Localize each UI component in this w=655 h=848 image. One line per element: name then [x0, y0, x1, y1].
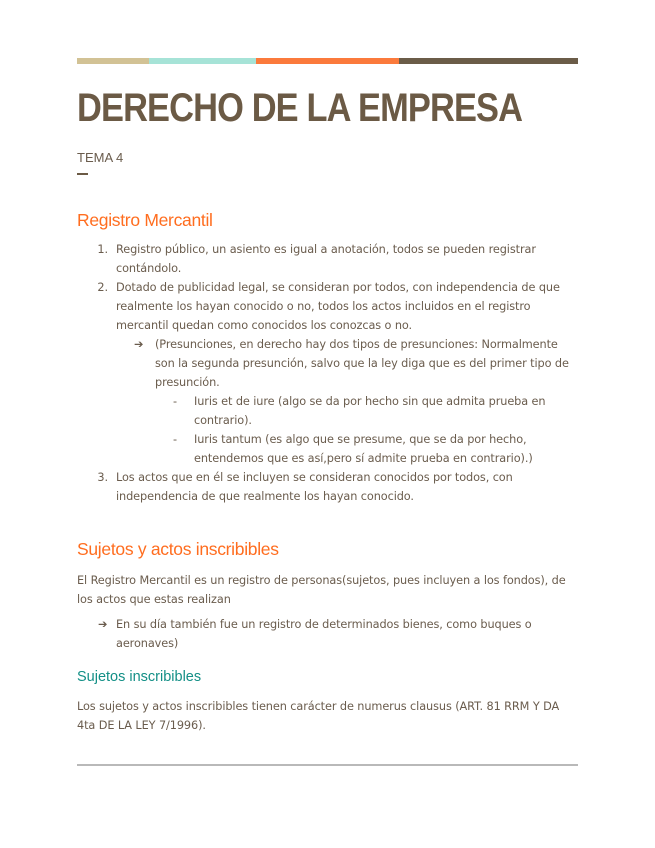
presunciones-dash-list	[173, 392, 578, 468]
color-bar-segment-brown	[399, 58, 578, 64]
section-heading-registro-mercantil: Registro Mercantil	[77, 210, 213, 230]
list-item	[134, 335, 578, 468]
list-item-text: Registro público, un asiento es igual a anotación, todos se pueden registrar contándolo.	[116, 243, 536, 275]
list-item-text: En su día también fue un registro de determinados bienes, como buques o aeronaves)	[116, 618, 532, 650]
document-subtitle: TEMA 4	[77, 150, 124, 165]
registro-numbered-list	[77, 240, 578, 506]
color-bar-segment-tan	[77, 58, 149, 64]
arrow-bullet-icon: ➔	[134, 338, 144, 351]
document-page	[77, 58, 578, 735]
bottom-divider	[77, 764, 578, 766]
list-item	[173, 430, 578, 468]
sujetos-arrow-list	[98, 615, 578, 653]
presunciones-arrow-list	[134, 335, 578, 468]
header-color-bar	[77, 58, 578, 64]
list-item-text: (Presunciones, en derecho hay dos tipos de presunciones: Normalmente son la segunda presunción, salvo que la ley diga que es del primer tipo de presunción.	[155, 338, 569, 389]
list-item-text: Dotado de publicidad legal, se consideran por todos, con independencia de que realmente los hayan conocido o no, todos los actos incluidos en el registro mercantil quedan como conocidos los conozcas o no.	[116, 281, 560, 332]
subtitle-underline	[77, 173, 88, 175]
list-item	[77, 278, 578, 468]
list-number: 1.	[97, 243, 108, 256]
list-item	[98, 615, 578, 653]
list-item-text: Los actos que en él se incluyen se consideran conocidos por todos, con independencia de que realmente los hayan conocido.	[116, 471, 513, 503]
dash-bullet-icon: -	[173, 395, 177, 408]
list-item	[77, 468, 578, 506]
list-item-text: Iuris tantum (es algo que se presume, que se da por hecho, entendemos que es así,pero sí admite prueba en contrario).)	[194, 433, 533, 465]
section-heading-sujetos-actos: Sujetos y actos inscribibles	[77, 539, 279, 559]
arrow-bullet-icon: ➔	[98, 618, 108, 631]
color-bar-segment-orange	[256, 58, 399, 64]
dash-bullet-icon: -	[173, 433, 177, 446]
list-number: 3.	[97, 471, 108, 484]
list-item	[77, 240, 578, 278]
subheading-sujetos-inscribibles: Sujetos inscribibles	[77, 669, 202, 685]
document-title: DERECHO DE LA EMPRESA	[77, 86, 523, 130]
sujetos-inscribibles-paragraph: Los sujetos y actos inscribibles tienen carácter de numerus clausus (ART. 81 RRM Y DA 4ta DE LA LEY 7/1996).	[77, 700, 560, 732]
sujetos-paragraph: El Registro Mercantil es un registro de personas(sujetos, pues incluyen a los fondos), de los actos que estas realizan	[77, 574, 566, 606]
list-item-text: Iuris et de iure (algo se da por hecho sin que admita prueba en contrario).	[194, 395, 546, 427]
color-bar-segment-aqua	[149, 58, 256, 64]
list-number: 2.	[97, 281, 108, 294]
list-item	[173, 392, 578, 430]
